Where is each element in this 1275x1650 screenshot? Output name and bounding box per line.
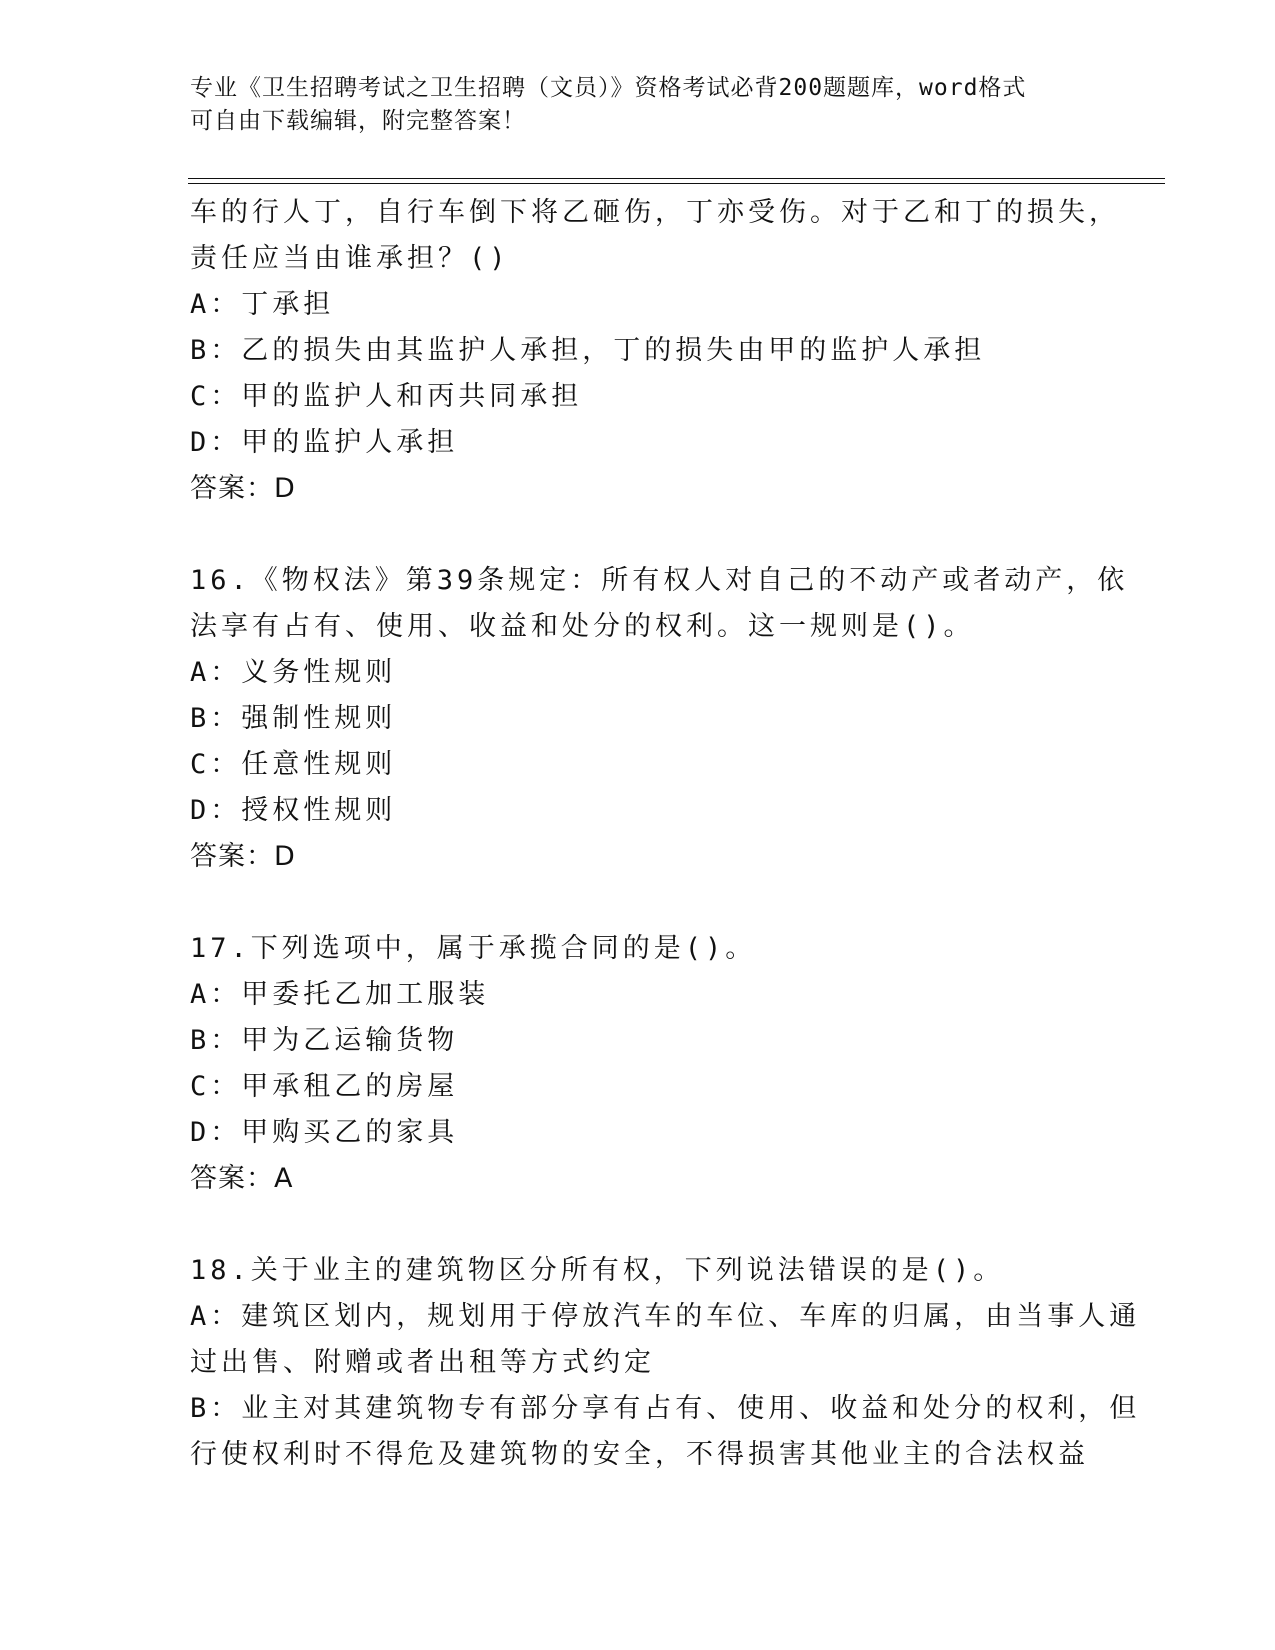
- header-line-2: 可自由下载编辑，附完整答案！: [190, 108, 526, 134]
- question-stem-line: 16.《物权法》第39条规定：所有权人对自己的不动产或者动产，依: [190, 565, 1129, 596]
- question-15: [190, 190, 1120, 512]
- question-gap: [190, 1202, 1090, 1248]
- document-header: [190, 72, 1090, 138]
- answer-label: 答案：D: [190, 841, 296, 872]
- option-a: A：建筑区划内，规划用于停放汽车的车位、车库的归属，由当事人通: [190, 1301, 1141, 1332]
- option-c: C：任意性规则: [190, 749, 397, 780]
- question-stem-line: 法享有占有、使用、收益和处分的权利。这一规则是()。: [190, 611, 975, 642]
- header-line-1: 专业《卫生招聘考试之卫生招聘（文员）》资格考试必背200题题库，word格式: [190, 75, 1027, 101]
- question-gap: [190, 512, 1090, 558]
- question-18: [190, 1248, 1141, 1478]
- option-a: A：甲委托乙加工服装: [190, 979, 490, 1010]
- option-c: C：甲承租乙的房屋: [190, 1071, 459, 1102]
- option-d: D：授权性规则: [190, 795, 397, 826]
- option-a: A：丁承担: [190, 289, 335, 320]
- question-stem-line: 17.下列选项中，属于承揽合同的是()。: [190, 933, 757, 964]
- answer-label: 答案：D: [190, 473, 296, 504]
- question-list: [190, 190, 1141, 1478]
- option-b: B：强制性规则: [190, 703, 397, 734]
- option-b: B：乙的损失由其监护人承担，丁的损失由甲的监护人承担: [190, 335, 986, 366]
- question-stem-line: 责任应当由谁承担？(): [190, 243, 510, 274]
- option-d: D：甲购买乙的家具: [190, 1117, 459, 1148]
- question-stem-line: 车的行人丁，自行车倒下将乙砸伤，丁亦受伤。对于乙和丁的损失，: [190, 197, 1120, 228]
- answer-label: 答案：A: [190, 1163, 294, 1194]
- option-d: D：甲的监护人承担: [190, 427, 459, 458]
- option-a-continued: 过出售、附赠或者出租等方式约定: [190, 1347, 655, 1378]
- option-b: B：业主对其建筑物专有部分享有占有、使用、收益和处分的权利，但: [190, 1393, 1141, 1424]
- option-b-continued: 行使权利时不得危及建筑物的安全，不得损害其他业主的合法权益: [190, 1439, 1089, 1470]
- question-16: [190, 558, 1129, 880]
- header-rule-top: [188, 178, 1165, 179]
- header-rule-bottom: [188, 183, 1165, 184]
- question-stem-line: 18.关于业主的建筑物区分所有权，下列说法错误的是()。: [190, 1255, 1005, 1286]
- question-gap: [190, 880, 1090, 926]
- option-b: B：甲为乙运输货物: [190, 1025, 459, 1056]
- option-a: A：义务性规则: [190, 657, 397, 688]
- option-c: C：甲的监护人和丙共同承担: [190, 381, 583, 412]
- question-17: [190, 926, 1090, 1202]
